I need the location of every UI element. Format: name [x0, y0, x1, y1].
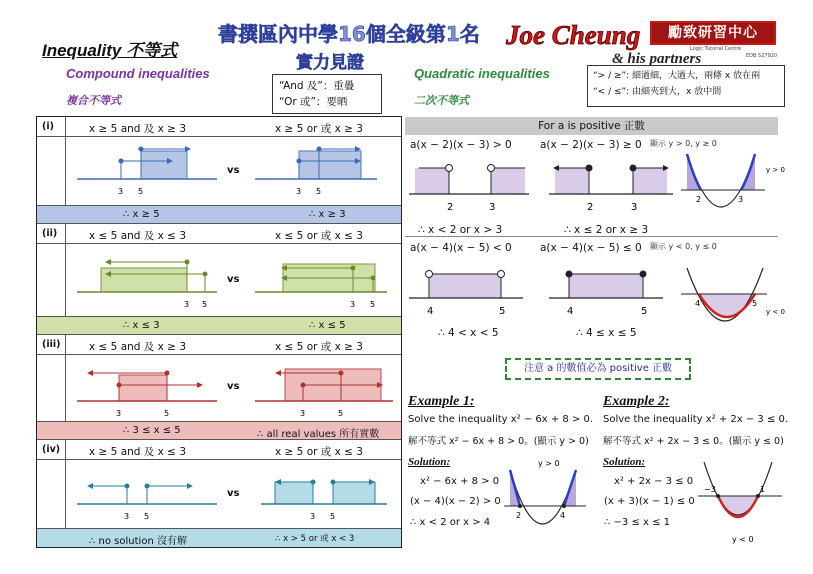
page-title: Inequality 不等式 [42, 41, 178, 60]
svg-text:3: 3 [184, 300, 190, 309]
row-left-inequality: x ≤ 5 and 及 x ≥ 3 [89, 341, 187, 353]
svg-text:3: 3 [300, 409, 306, 418]
row-iv-graphs [37, 460, 401, 528]
example2-step1: x² + 2x − 3 ≤ 0 [614, 476, 694, 487]
svg-text:5: 5 [338, 409, 344, 418]
example2-title: Example 2: [603, 394, 670, 409]
row-right-inequality: x ≥ 5 or 或 x ≤ 3 [275, 446, 363, 458]
svg-text:4: 4 [560, 511, 566, 520]
vs-label: vs [227, 488, 240, 499]
rule-less: “< / ≤”: 由細夾到大，x 放中間 [593, 87, 722, 97]
tick-5: 5 [138, 187, 144, 196]
svg-text:3: 3 [296, 187, 302, 196]
example1-problem-cn: 解不等式 x² − 6x + 8 > 0。(顯示 y > 0) [408, 436, 589, 447]
svg-text:2: 2 [516, 511, 522, 520]
compound-table [36, 116, 402, 548]
banner-line-2: 實力見證 [296, 53, 364, 73]
svg-text:3: 3 [738, 195, 744, 204]
row-left-inequality: x ≤ 5 and 及 x ≤ 3 [89, 230, 187, 242]
and-or-box [272, 74, 382, 114]
partners-label: & his partners [612, 51, 702, 67]
left-conclusion: ∴ x ≤ 3 [123, 320, 160, 331]
svg-text:5: 5 [499, 306, 506, 317]
example1-solution-label: Solution: [408, 456, 451, 468]
case2-left-inequality: a(x − 4)(x − 5) < 0 [410, 242, 512, 254]
row-i-header [37, 117, 401, 137]
row-left-inequality: x ≥ 5 and 及 x ≤ 3 [89, 446, 187, 458]
row-i-conclusion [37, 205, 401, 224]
case1-right-conclusion: ∴ x ≤ 2 or x ≥ 3 [564, 224, 649, 236]
vs-label: vs [227, 274, 240, 285]
row-i-graphs [37, 137, 401, 205]
number-line-graphs [37, 244, 401, 316]
svg-text:1: 1 [760, 485, 766, 494]
row-number: (iv) [42, 444, 61, 455]
right-conclusion: ∴ x ≥ 3 [309, 209, 346, 220]
example1-title: Example 1: [408, 394, 475, 409]
row-iii-conclusion [37, 421, 401, 440]
svg-text:5: 5 [316, 187, 322, 196]
svg-text:2: 2 [587, 202, 594, 213]
case1-left-conclusion: ∴ x < 2 or x > 3 [418, 224, 503, 236]
row-number: (iii) [42, 339, 61, 350]
case-divider [405, 236, 778, 237]
svg-text:2: 2 [447, 202, 454, 213]
svg-text:3: 3 [631, 202, 638, 213]
positive-a-title [405, 117, 778, 135]
svg-text:5: 5 [752, 299, 758, 308]
vs-label: vs [227, 381, 240, 392]
case2-right-conclusion: ∴ 4 ≤ x ≤ 5 [576, 327, 637, 339]
rule-greater: “> / ≥”: 細過細，大過大，兩條 x 放在兩 [593, 71, 761, 81]
svg-text:4: 4 [695, 299, 701, 308]
row-ii-header [37, 224, 401, 244]
logo-subtitle: Logic Tutorial Centre [690, 46, 742, 52]
example2-problem-cn: 解不等式 x² + 2x − 3 ≤ 0。(顯示 y ≤ 0) [603, 436, 784, 447]
case2-right-inequality: a(x − 4)(x − 5) ≤ 0 [540, 242, 642, 254]
row-iii-graphs [37, 355, 401, 421]
row-right-inequality: x ≥ 5 or 或 x ≥ 3 [275, 123, 363, 135]
svg-text:5: 5 [330, 512, 336, 521]
row-left-inequality: x ≥ 5 and 及 x ≥ 3 [89, 123, 187, 135]
row-iv-header [37, 440, 401, 460]
svg-text:5: 5 [144, 512, 150, 521]
example2-graph [696, 458, 788, 548]
positive-a-title-text: For a is positive 正數 [538, 120, 645, 132]
row-ii-conclusion [37, 316, 401, 335]
number-line-graphs [37, 460, 401, 528]
centre-logo: 勵致研習中心 [650, 21, 776, 45]
quadratic-chinese: 二次不等式 [414, 94, 469, 107]
compound-chinese: 複合不等式 [66, 94, 121, 107]
case1-right-inequality: a(x − 2)(x − 3) ≥ 0 [540, 139, 642, 151]
example2-graph-label: y < 0 [732, 535, 754, 544]
case2-hint: 顯示 y < 0, y ≤ 0 [650, 242, 717, 251]
right-conclusion: ∴ x ≤ 5 [309, 320, 346, 331]
case2-left-conclusion: ∴ 4 < x < 5 [438, 327, 499, 339]
row-iii-header [37, 335, 401, 355]
quadratic-heading: Quadratic inequalities [414, 66, 550, 81]
tick-3: 3 [118, 187, 124, 196]
right-conclusion: ∴ all real values 所有實數 [257, 429, 380, 440]
example2-solution-label: Solution: [603, 456, 646, 468]
positive-a-note: 注意 a 的數值必為 positive 正數 [505, 358, 691, 380]
left-conclusion: ∴ x ≥ 5 [123, 209, 160, 220]
svg-text:5: 5 [202, 300, 208, 309]
case2-graphs [405, 254, 785, 334]
number-line-graphs [37, 137, 401, 205]
row-right-inequality: x ≤ 5 or 或 x ≥ 3 [275, 341, 363, 353]
svg-text:3: 3 [310, 512, 316, 521]
example1-problem: Solve the inequality x² − 6x + 8 > 0. [408, 414, 594, 425]
number-line-graphs [37, 355, 401, 421]
brand-name: Joe Cheung [506, 20, 641, 50]
example1-step2: (x − 4)(x − 2) > 0 [410, 496, 501, 507]
row-number: (i) [42, 121, 54, 132]
row-right-inequality: x ≤ 5 or 或 x ≤ 3 [275, 230, 363, 242]
example2-step3: ∴ −3 ≤ x ≤ 1 [604, 517, 671, 528]
svg-text:3: 3 [489, 202, 496, 213]
example2-problem: Solve the inequality x² + 2x − 3 ≤ 0. [603, 414, 789, 425]
case2-graph-label: y < 0 [766, 308, 785, 316]
row-number: (ii) [42, 228, 58, 239]
right-conclusion: ∴ x > 5 or 或 x < 3 [275, 534, 355, 544]
svg-text:3: 3 [124, 512, 130, 521]
quadratic-rule-box [587, 65, 785, 107]
row-ii-graphs [37, 244, 401, 316]
row-iv-conclusion [37, 528, 401, 547]
logo-code: EDB 527920 [746, 53, 778, 59]
or-rule: “Or 或”：要晒 [279, 96, 348, 108]
svg-text:3: 3 [350, 300, 356, 309]
svg-text:3: 3 [116, 409, 122, 418]
case1-graph-label: y > 0 [766, 166, 785, 174]
svg-text:5: 5 [164, 409, 170, 418]
case1-hint: 顯示 y > 0, y ≥ 0 [650, 139, 717, 148]
example2-step2: (x + 3)(x − 1) ≤ 0 [604, 496, 695, 507]
svg-text:5: 5 [370, 300, 376, 309]
svg-text:4: 4 [567, 306, 574, 317]
left-conclusion: ∴ no solution 沒有解 [89, 536, 187, 547]
example1-step3: ∴ x < 2 or x > 4 [410, 517, 491, 528]
example1-graph [502, 458, 594, 544]
case1-left-inequality: a(x − 2)(x − 3) > 0 [410, 139, 512, 151]
svg-text:5: 5 [641, 306, 648, 317]
svg-text:2: 2 [696, 195, 702, 204]
example1-graph-label: y > 0 [538, 459, 560, 468]
example1-step1: x² − 6x + 8 > 0 [420, 476, 500, 487]
vs-label: vs [227, 165, 240, 176]
and-rule: “And 及”：重疊 [279, 80, 355, 92]
banner-line-1: 書撰區內中學16個全級第1名 [218, 22, 480, 46]
svg-text:−3: −3 [704, 485, 716, 494]
compound-heading: Compound inequalities [66, 66, 210, 81]
left-conclusion: ∴ 3 ≤ x ≤ 5 [123, 425, 181, 436]
svg-text:4: 4 [427, 306, 434, 317]
